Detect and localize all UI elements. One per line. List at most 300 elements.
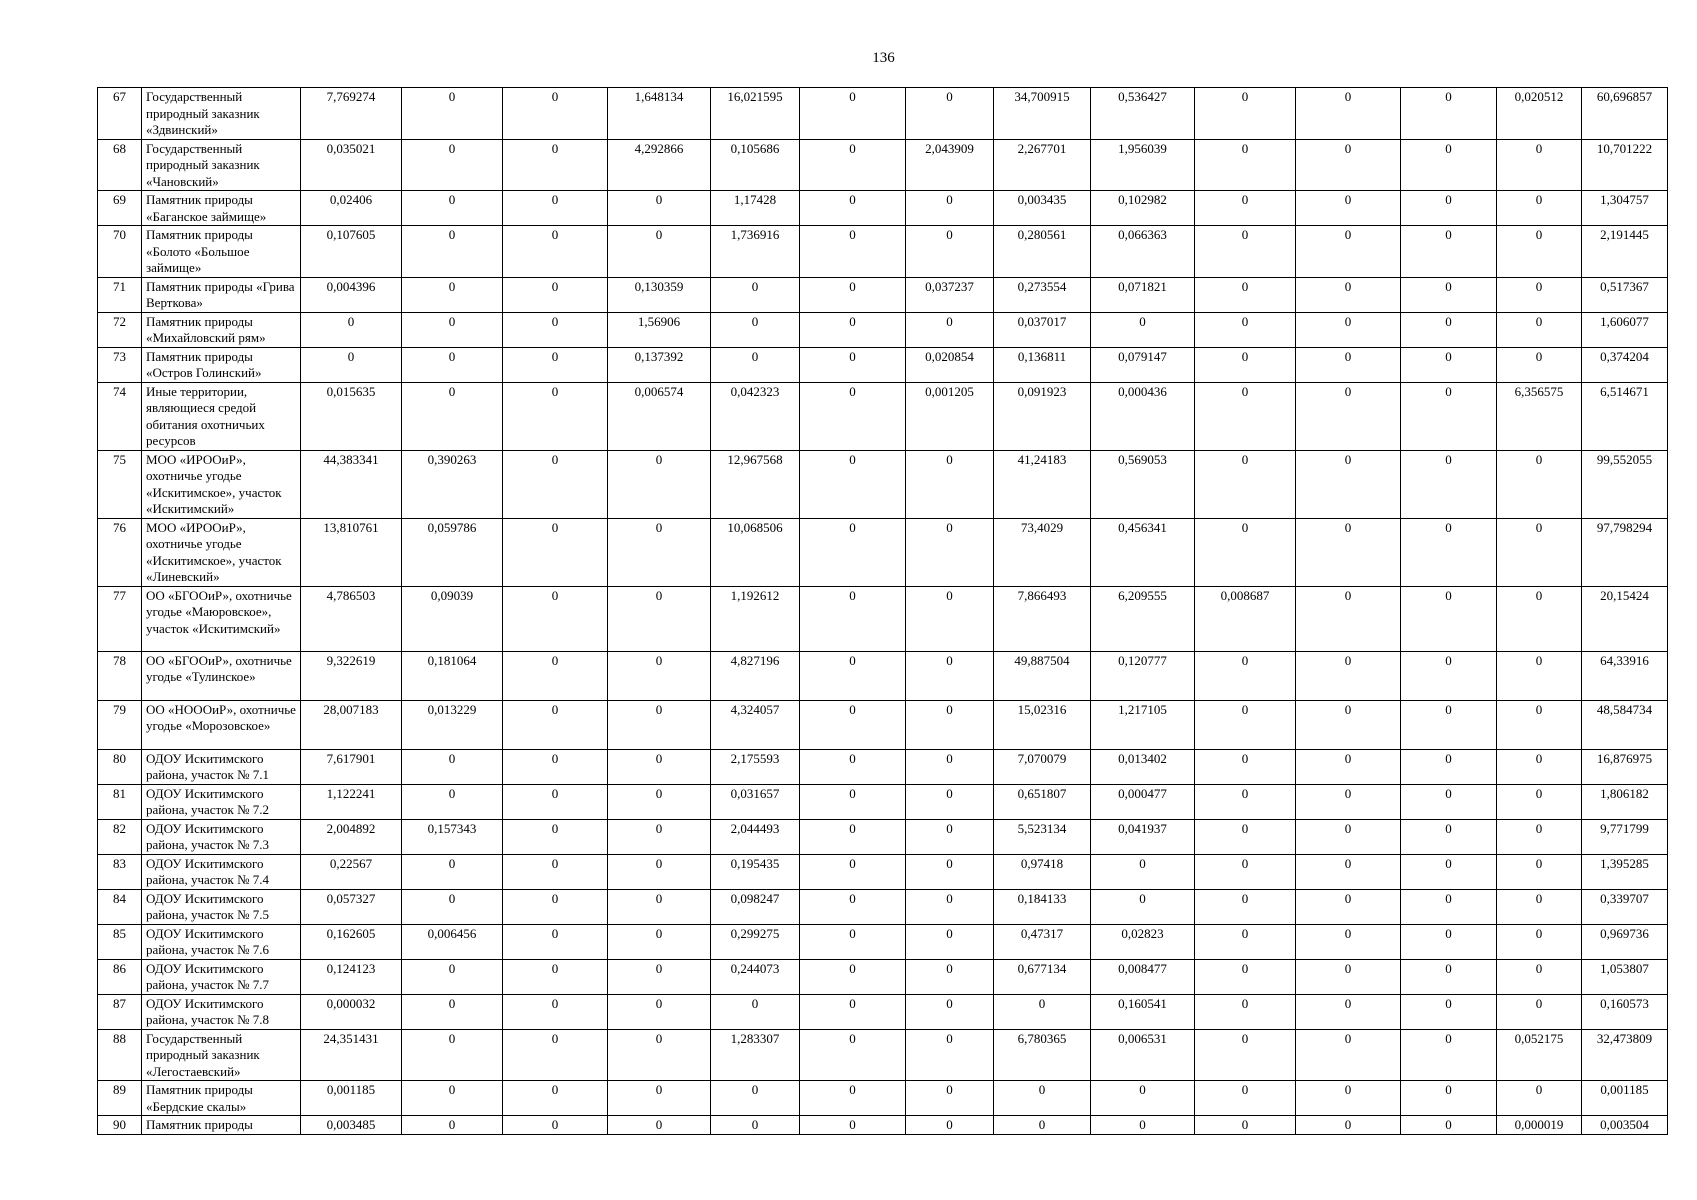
value-cell: 0 [1296, 226, 1401, 278]
value-cell: 0,299275 [711, 924, 800, 959]
row-number: 72 [98, 312, 142, 347]
value-cell: 0 [1195, 450, 1296, 518]
value-cell: 0 [608, 651, 711, 700]
territory-name: Памятник природы «Бердские скалы» [142, 1081, 301, 1116]
value-cell: 0 [1401, 924, 1497, 959]
value-cell: 0 [1497, 586, 1582, 651]
value-cell: 0 [1296, 1116, 1401, 1135]
value-cell: 0 [906, 88, 994, 140]
value-cell: 73,4029 [994, 518, 1091, 586]
value-cell: 64,33916 [1582, 651, 1668, 700]
value-cell: 1,806182 [1582, 784, 1668, 819]
value-cell: 0 [711, 994, 800, 1029]
value-cell: 2,043909 [906, 139, 994, 191]
value-cell: 6,514671 [1582, 382, 1668, 450]
value-cell: 0 [1401, 1116, 1497, 1135]
value-cell: 0 [1296, 450, 1401, 518]
value-cell: 0 [800, 586, 906, 651]
value-cell: 2,044493 [711, 819, 800, 854]
value-cell: 6,209555 [1091, 586, 1195, 651]
territory-name: Иные территории, являющиеся средой обитания охотничьих ресурсов [142, 382, 301, 450]
value-cell: 0 [1497, 651, 1582, 700]
territory-name: Памятник природы [142, 1116, 301, 1135]
value-cell: 0,079147 [1091, 347, 1195, 382]
value-cell: 0 [1195, 226, 1296, 278]
value-cell: 0 [1401, 700, 1497, 749]
value-cell: 0 [1401, 1081, 1497, 1116]
value-cell: 1,304757 [1582, 191, 1668, 226]
value-cell: 0 [1401, 889, 1497, 924]
value-cell: 0 [1296, 382, 1401, 450]
value-cell: 0 [402, 854, 503, 889]
value-cell: 0 [800, 277, 906, 312]
value-cell: 9,322619 [301, 651, 402, 700]
table-row [98, 88, 1668, 140]
value-cell: 0 [800, 819, 906, 854]
value-cell: 0 [906, 959, 994, 994]
value-cell: 0 [1296, 88, 1401, 140]
territory-name: ОДОУ Искитимского района, участок № 7.2 [142, 784, 301, 819]
value-cell: 0 [608, 1029, 711, 1081]
value-cell: 0 [402, 191, 503, 226]
value-cell: 0,042323 [711, 382, 800, 450]
value-cell: 0 [711, 1116, 800, 1135]
value-cell: 0 [1195, 784, 1296, 819]
value-cell: 0 [503, 518, 608, 586]
value-cell: 0 [906, 1116, 994, 1135]
table-row [98, 450, 1668, 518]
value-cell: 0 [402, 994, 503, 1029]
territory-name: МОО «ИРООиР», охотничье угодье «Искитимское», участок «Линевский» [142, 518, 301, 586]
value-cell: 0,003435 [994, 191, 1091, 226]
value-cell: 0,105686 [711, 139, 800, 191]
value-cell: 0 [906, 586, 994, 651]
row-number: 80 [98, 749, 142, 784]
territory-name: ОДОУ Искитимского района, участок № 7.4 [142, 854, 301, 889]
table-row [98, 1081, 1668, 1116]
value-cell: 0,120777 [1091, 651, 1195, 700]
value-cell: 0 [1296, 139, 1401, 191]
value-cell: 0 [906, 924, 994, 959]
value-cell: 0 [1296, 586, 1401, 651]
value-cell: 0 [1497, 347, 1582, 382]
value-cell: 0 [711, 347, 800, 382]
value-cell: 0,390263 [402, 450, 503, 518]
value-cell: 0,006456 [402, 924, 503, 959]
value-cell: 0 [1497, 784, 1582, 819]
value-cell: 0 [608, 700, 711, 749]
value-cell: 2,175593 [711, 749, 800, 784]
territory-name: ОДОУ Искитимского района, участок № 7.1 [142, 749, 301, 784]
value-cell: 0 [1195, 924, 1296, 959]
value-cell: 0 [1401, 347, 1497, 382]
value-cell: 0 [994, 994, 1091, 1029]
value-cell: 0,339707 [1582, 889, 1668, 924]
value-cell: 0 [402, 1116, 503, 1135]
value-cell: 0 [711, 277, 800, 312]
value-cell: 0 [608, 819, 711, 854]
value-cell: 0,137392 [608, 347, 711, 382]
value-cell: 0 [503, 139, 608, 191]
value-cell: 0 [402, 749, 503, 784]
value-cell: 0 [503, 382, 608, 450]
value-cell: 0,184133 [994, 889, 1091, 924]
value-cell: 0,651807 [994, 784, 1091, 819]
value-cell: 0 [906, 749, 994, 784]
table-row [98, 347, 1668, 382]
value-cell: 0 [1195, 1029, 1296, 1081]
table-row [98, 700, 1668, 749]
row-number: 82 [98, 819, 142, 854]
value-cell: 0 [1296, 854, 1401, 889]
value-cell: 0 [1401, 651, 1497, 700]
table-row [98, 959, 1668, 994]
value-cell: 0 [503, 277, 608, 312]
territory-name: ОО «БГООиР», охотничье угодье «Маюровское», участок «Искитимский» [142, 586, 301, 651]
value-cell: 0 [906, 651, 994, 700]
row-number: 67 [98, 88, 142, 140]
value-cell: 1,956039 [1091, 139, 1195, 191]
value-cell: 0 [1401, 586, 1497, 651]
value-cell: 0 [608, 959, 711, 994]
value-cell: 0,157343 [402, 819, 503, 854]
value-cell: 10,701222 [1582, 139, 1668, 191]
value-cell: 0 [503, 1081, 608, 1116]
value-cell: 0 [800, 1081, 906, 1116]
value-cell: 0 [402, 959, 503, 994]
value-cell: 0,013402 [1091, 749, 1195, 784]
value-cell: 0 [1296, 1081, 1401, 1116]
table-row [98, 854, 1668, 889]
value-cell: 0 [1296, 312, 1401, 347]
row-number: 90 [98, 1116, 142, 1135]
value-cell: 0 [301, 347, 402, 382]
value-cell: 0,160541 [1091, 994, 1195, 1029]
value-cell: 60,696857 [1582, 88, 1668, 140]
row-number: 69 [98, 191, 142, 226]
value-cell: 1,283307 [711, 1029, 800, 1081]
value-cell: 0 [906, 1081, 994, 1116]
value-cell: 0 [906, 518, 994, 586]
value-cell: 0 [800, 139, 906, 191]
value-cell: 0 [1195, 651, 1296, 700]
value-cell: 0,09039 [402, 586, 503, 651]
value-cell: 0 [402, 277, 503, 312]
value-cell: 0,035021 [301, 139, 402, 191]
value-cell: 0,037017 [994, 312, 1091, 347]
value-cell: 0,569053 [1091, 450, 1195, 518]
value-cell: 4,292866 [608, 139, 711, 191]
value-cell: 0 [711, 312, 800, 347]
value-cell: 0 [800, 959, 906, 994]
value-cell: 0,102982 [1091, 191, 1195, 226]
value-cell: 0 [994, 1116, 1091, 1135]
value-cell: 28,007183 [301, 700, 402, 749]
value-cell: 0 [1401, 191, 1497, 226]
value-cell: 0,677134 [994, 959, 1091, 994]
value-cell: 0,059786 [402, 518, 503, 586]
value-cell: 0 [1195, 382, 1296, 450]
value-cell: 0,273554 [994, 277, 1091, 312]
value-cell: 0 [608, 749, 711, 784]
value-cell: 0 [800, 518, 906, 586]
value-cell: 1,217105 [1091, 700, 1195, 749]
value-cell: 0,02406 [301, 191, 402, 226]
value-cell: 0 [800, 347, 906, 382]
value-cell: 5,523134 [994, 819, 1091, 854]
value-cell: 0 [608, 1081, 711, 1116]
value-cell: 0 [402, 347, 503, 382]
value-cell: 0 [906, 819, 994, 854]
value-cell: 0,001185 [1582, 1081, 1668, 1116]
value-cell: 0 [608, 450, 711, 518]
row-number: 78 [98, 651, 142, 700]
value-cell: 0 [1195, 819, 1296, 854]
value-cell: 49,887504 [994, 651, 1091, 700]
value-cell: 0 [1195, 700, 1296, 749]
territory-name: ОДОУ Искитимского района, участок № 7.7 [142, 959, 301, 994]
value-cell: 0 [800, 889, 906, 924]
value-cell: 0 [608, 994, 711, 1029]
value-cell: 0 [608, 226, 711, 278]
territory-name: ОО «БГООиР», охотничье угодье «Тулинское» [142, 651, 301, 700]
value-cell: 0 [503, 651, 608, 700]
value-cell: 0,001205 [906, 382, 994, 450]
value-cell: 0,000436 [1091, 382, 1195, 450]
value-cell: 0 [1091, 889, 1195, 924]
territory-name: Государственный природный заказник «Легостаевский» [142, 1029, 301, 1081]
value-cell: 0 [1401, 819, 1497, 854]
row-number: 84 [98, 889, 142, 924]
value-cell: 0 [1497, 277, 1582, 312]
table-row [98, 382, 1668, 450]
value-cell: 0,22567 [301, 854, 402, 889]
value-cell: 2,191445 [1582, 226, 1668, 278]
value-cell: 0 [1401, 1029, 1497, 1081]
value-cell: 0 [1195, 191, 1296, 226]
value-cell: 0 [608, 854, 711, 889]
value-cell: 0 [1497, 700, 1582, 749]
value-cell: 1,736916 [711, 226, 800, 278]
row-number: 81 [98, 784, 142, 819]
value-cell: 0 [1091, 312, 1195, 347]
row-number: 68 [98, 139, 142, 191]
value-cell: 41,24183 [994, 450, 1091, 518]
value-cell: 0 [503, 191, 608, 226]
value-cell: 0 [503, 347, 608, 382]
value-cell: 0 [800, 700, 906, 749]
value-cell: 0 [1401, 312, 1497, 347]
value-cell: 0 [503, 1029, 608, 1081]
value-cell: 0 [503, 749, 608, 784]
table-row [98, 277, 1668, 312]
value-cell: 0,066363 [1091, 226, 1195, 278]
territory-name: Памятник природы «Остров Голинский» [142, 347, 301, 382]
row-number: 85 [98, 924, 142, 959]
value-cell: 0 [1497, 994, 1582, 1029]
value-cell: 0,124123 [301, 959, 402, 994]
value-cell: 0 [1497, 312, 1582, 347]
value-cell: 0 [402, 784, 503, 819]
row-number: 83 [98, 854, 142, 889]
value-cell: 0,057327 [301, 889, 402, 924]
value-cell: 0 [608, 784, 711, 819]
value-cell: 0 [1296, 518, 1401, 586]
territory-name: ОДОУ Искитимского района, участок № 7.6 [142, 924, 301, 959]
value-cell: 0 [1497, 518, 1582, 586]
value-cell: 97,798294 [1582, 518, 1668, 586]
territory-name: Памятник природы «Грива Верткова» [142, 277, 301, 312]
value-cell: 4,786503 [301, 586, 402, 651]
value-cell: 0 [402, 1081, 503, 1116]
value-cell: 20,15424 [1582, 586, 1668, 651]
value-cell: 0 [503, 959, 608, 994]
value-cell: 0,006574 [608, 382, 711, 450]
value-cell: 0,098247 [711, 889, 800, 924]
table-row [98, 191, 1668, 226]
value-cell: 0 [402, 382, 503, 450]
value-cell: 0,195435 [711, 854, 800, 889]
value-cell: 0 [1195, 854, 1296, 889]
value-cell: 4,324057 [711, 700, 800, 749]
value-cell: 0 [906, 700, 994, 749]
row-number: 70 [98, 226, 142, 278]
value-cell: 0,97418 [994, 854, 1091, 889]
value-cell: 0 [1296, 347, 1401, 382]
value-cell: 16,021595 [711, 88, 800, 140]
row-number: 75 [98, 450, 142, 518]
value-cell: 6,780365 [994, 1029, 1091, 1081]
territory-name: Памятник природы «Михайловский рям» [142, 312, 301, 347]
value-cell: 0 [1195, 88, 1296, 140]
value-cell: 2,004892 [301, 819, 402, 854]
value-cell: 0 [1296, 994, 1401, 1029]
table-row [98, 994, 1668, 1029]
value-cell: 0 [1296, 651, 1401, 700]
value-cell: 0 [402, 312, 503, 347]
row-number: 76 [98, 518, 142, 586]
territory-name: ОДОУ Искитимского района, участок № 7.3 [142, 819, 301, 854]
value-cell: 0 [1401, 518, 1497, 586]
value-cell: 0 [402, 226, 503, 278]
value-cell: 0 [1497, 924, 1582, 959]
value-cell: 99,552055 [1582, 450, 1668, 518]
row-number: 88 [98, 1029, 142, 1081]
value-cell: 7,070079 [994, 749, 1091, 784]
value-cell: 6,356575 [1497, 382, 1582, 450]
value-cell: 0 [301, 312, 402, 347]
value-cell: 0 [1401, 277, 1497, 312]
value-cell: 0 [800, 1029, 906, 1081]
value-cell: 0 [1296, 819, 1401, 854]
value-cell: 0 [1497, 959, 1582, 994]
value-cell: 0 [503, 819, 608, 854]
value-cell: 0 [800, 924, 906, 959]
value-cell: 0 [608, 191, 711, 226]
value-cell: 0 [800, 312, 906, 347]
value-cell: 0 [402, 139, 503, 191]
value-cell: 0 [1091, 854, 1195, 889]
value-cell: 0 [1296, 277, 1401, 312]
value-cell: 0,280561 [994, 226, 1091, 278]
value-cell: 0,244073 [711, 959, 800, 994]
value-cell: 0 [503, 924, 608, 959]
value-cell: 12,967568 [711, 450, 800, 518]
value-cell: 0 [608, 889, 711, 924]
value-cell: 7,866493 [994, 586, 1091, 651]
row-number: 87 [98, 994, 142, 1029]
value-cell: 0 [1296, 1029, 1401, 1081]
value-cell: 0 [906, 994, 994, 1029]
value-cell: 9,771799 [1582, 819, 1668, 854]
value-cell: 0,136811 [994, 347, 1091, 382]
row-number: 79 [98, 700, 142, 749]
value-cell: 10,068506 [711, 518, 800, 586]
value-cell: 0 [503, 854, 608, 889]
value-cell: 0 [1497, 450, 1582, 518]
value-cell: 0 [906, 226, 994, 278]
value-cell: 0 [1497, 854, 1582, 889]
value-cell: 0,000477 [1091, 784, 1195, 819]
value-cell: 0 [1296, 959, 1401, 994]
value-cell: 7,617901 [301, 749, 402, 784]
value-cell: 0,008687 [1195, 586, 1296, 651]
value-cell: 0 [402, 1029, 503, 1081]
value-cell: 0 [402, 889, 503, 924]
table-row [98, 784, 1668, 819]
value-cell: 1,17428 [711, 191, 800, 226]
value-cell: 0 [1497, 749, 1582, 784]
value-cell: 1,606077 [1582, 312, 1668, 347]
value-cell: 0 [800, 854, 906, 889]
value-cell: 0,000019 [1497, 1116, 1582, 1135]
value-cell: 0 [906, 450, 994, 518]
value-cell: 0 [1296, 191, 1401, 226]
value-cell: 1,122241 [301, 784, 402, 819]
value-cell: 0 [800, 1116, 906, 1135]
value-cell: 0 [1296, 749, 1401, 784]
value-cell: 13,810761 [301, 518, 402, 586]
territory-name: МОО «ИРООиР», охотничье угодье «Искитимское», участок «Искитимский» [142, 450, 301, 518]
value-cell: 0 [800, 749, 906, 784]
table-row [98, 889, 1668, 924]
value-cell: 0 [503, 88, 608, 140]
value-cell: 0 [1195, 1081, 1296, 1116]
value-cell: 0,02823 [1091, 924, 1195, 959]
value-cell: 0,181064 [402, 651, 503, 700]
value-cell: 0,456341 [1091, 518, 1195, 586]
value-cell: 1,395285 [1582, 854, 1668, 889]
value-cell: 0,091923 [994, 382, 1091, 450]
value-cell: 0,052175 [1497, 1029, 1582, 1081]
value-cell: 0 [1401, 854, 1497, 889]
value-cell: 44,383341 [301, 450, 402, 518]
territory-name: ОДОУ Искитимского района, участок № 7.5 [142, 889, 301, 924]
value-cell: 0 [1195, 1116, 1296, 1135]
value-cell: 0 [906, 889, 994, 924]
value-cell: 0 [800, 382, 906, 450]
value-cell: 0 [1296, 700, 1401, 749]
value-cell: 0 [1401, 450, 1497, 518]
value-cell: 0 [800, 784, 906, 819]
value-cell: 0 [800, 88, 906, 140]
value-cell: 0 [1296, 924, 1401, 959]
value-cell: 0 [800, 450, 906, 518]
value-cell: 0 [800, 994, 906, 1029]
territory-name: Государственный природный заказник «Чановский» [142, 139, 301, 191]
value-cell: 0 [906, 854, 994, 889]
value-cell: 0 [906, 191, 994, 226]
